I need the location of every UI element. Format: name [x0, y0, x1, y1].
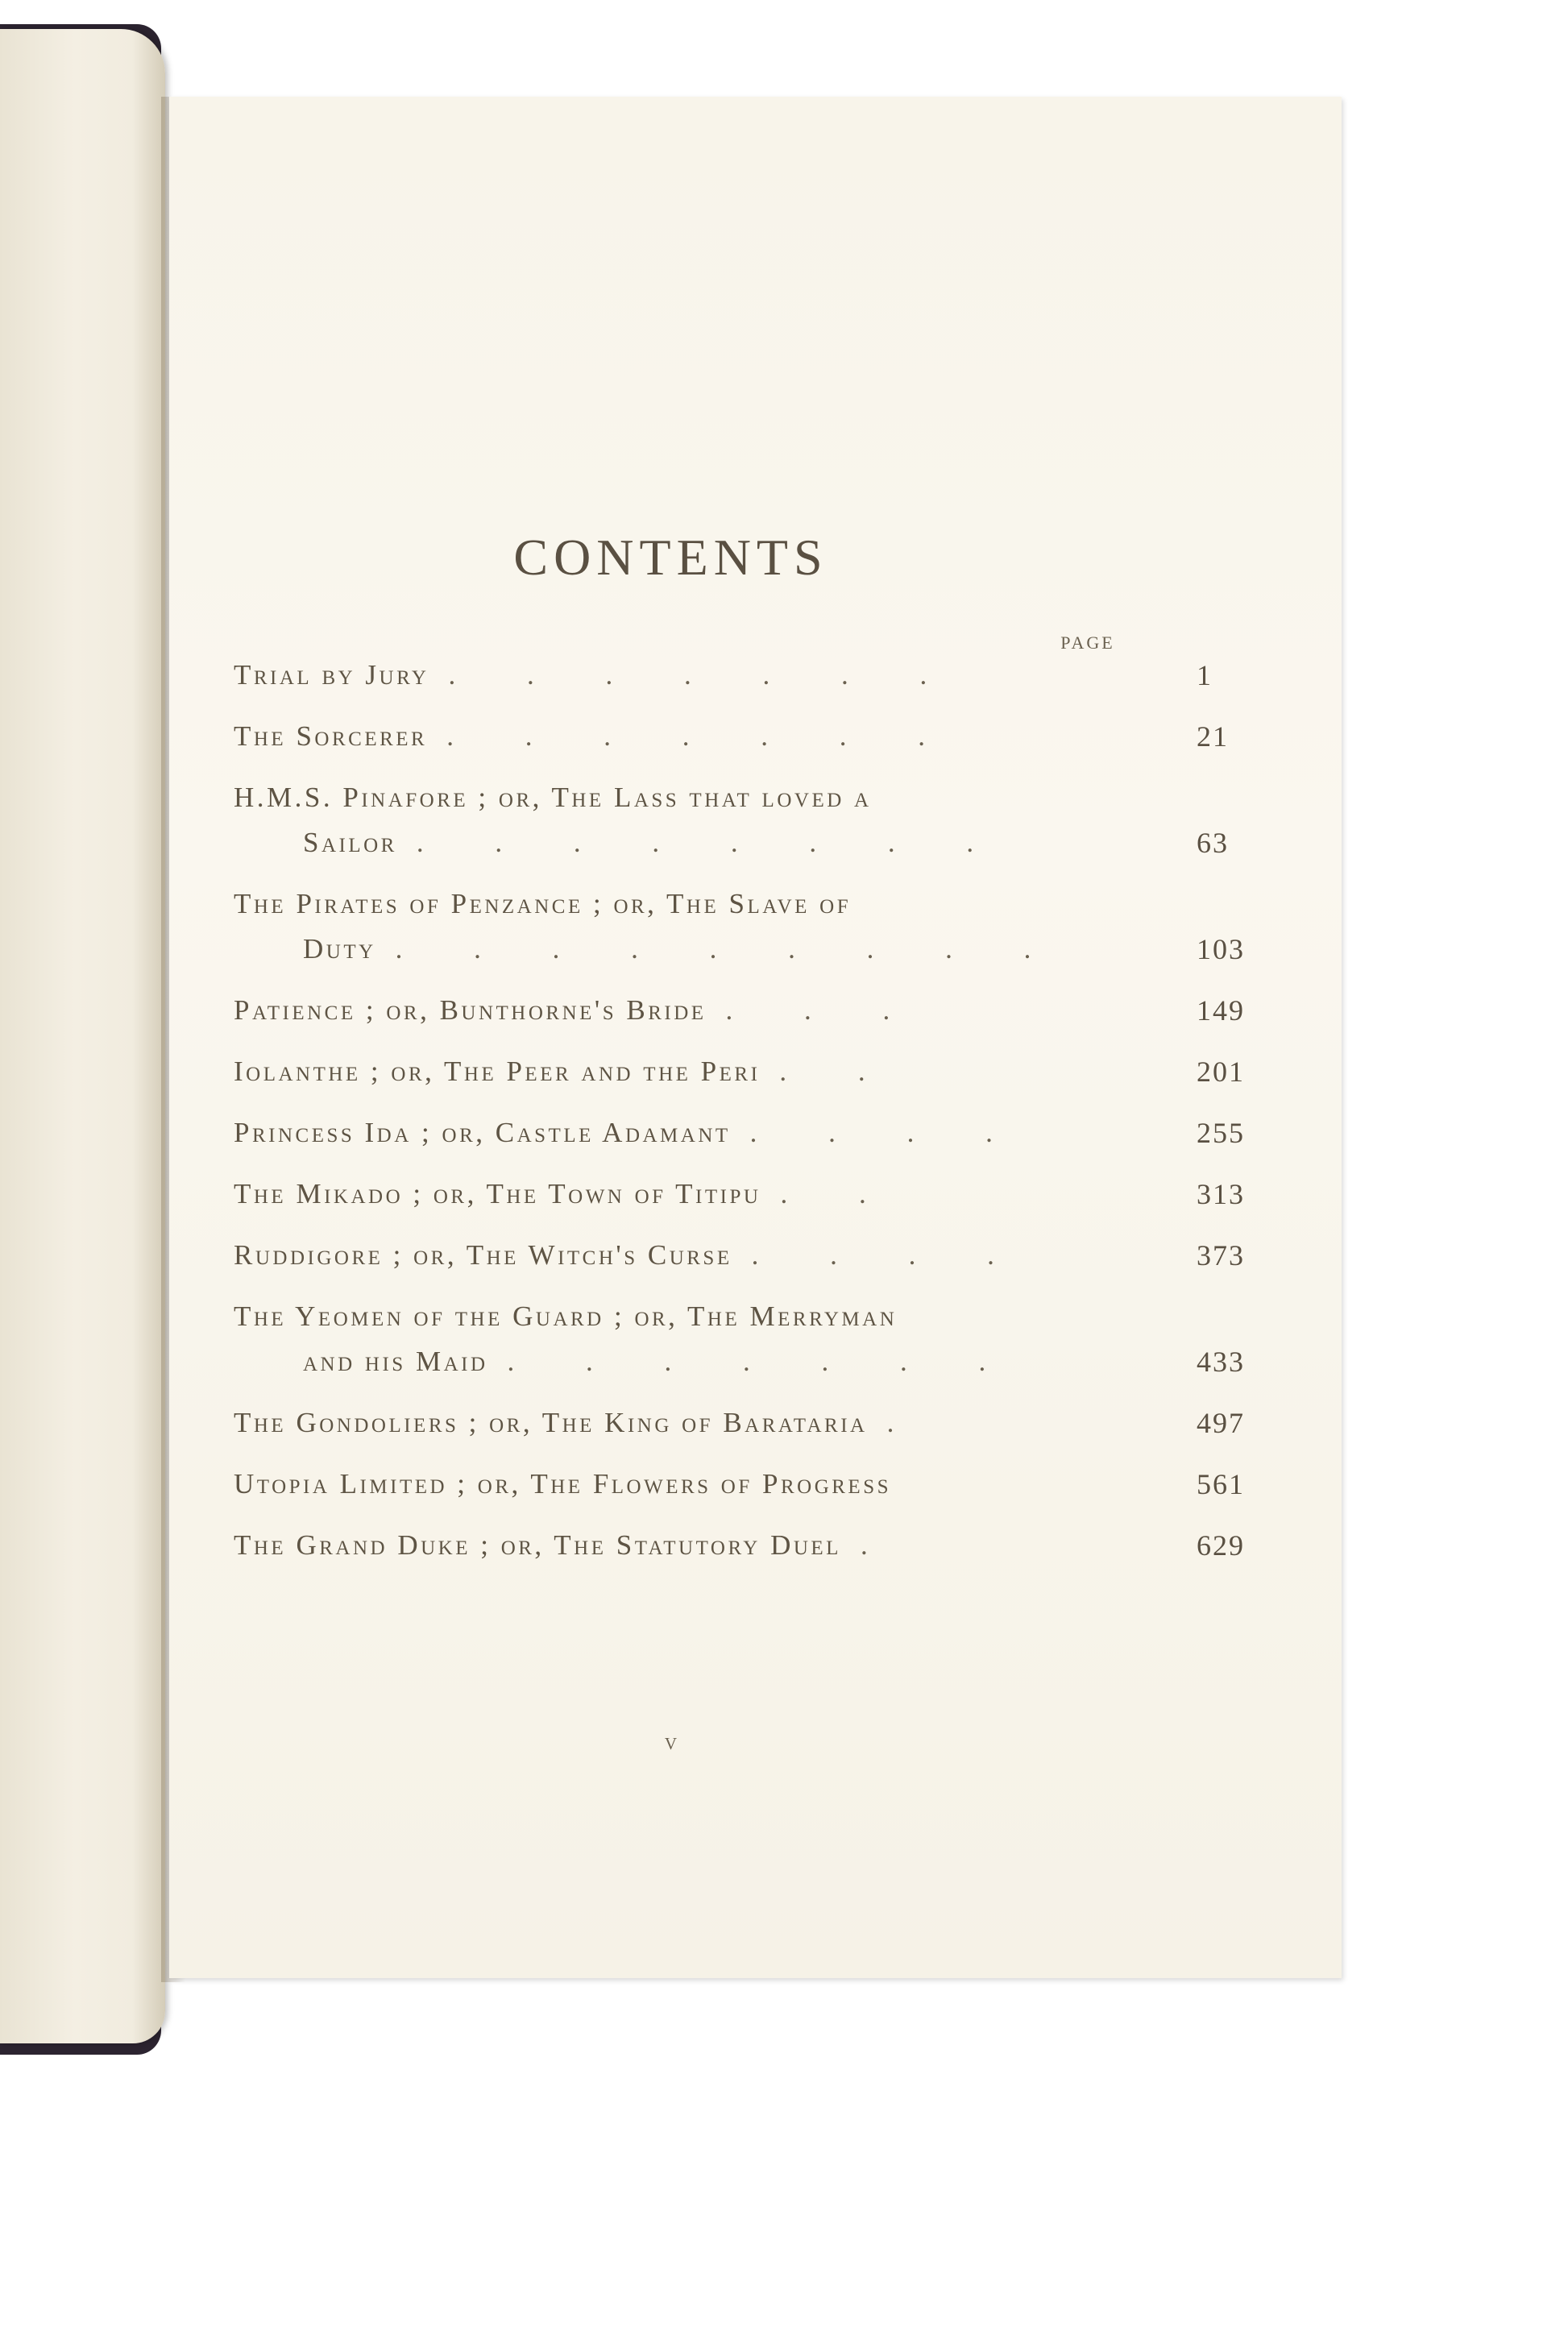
- toc-entry: [234, 1049, 1269, 1094]
- page-title: CONTENTS: [513, 529, 828, 586]
- toc-entry-continuation: Sailor: [303, 827, 397, 858]
- toc-entry-title: The Gondoliers ; or, The King of Barataria: [234, 1407, 868, 1438]
- leader-dots: . . . . . . .: [507, 1346, 1018, 1377]
- toc-entry-page: 103: [1197, 933, 1245, 965]
- leader-dots: . . . .: [751, 1239, 1027, 1271]
- toc-entry-title: The Pirates of Penzance ; or, The Slave of: [234, 888, 852, 919]
- toc-entry: [234, 1462, 1269, 1507]
- leader-dots: . .: [779, 1056, 898, 1087]
- toc-entry: [234, 1233, 1269, 1278]
- toc-entry: [234, 1400, 1269, 1446]
- toc-entry-title: Iolanthe ; or, The Peer and the Peri: [234, 1056, 761, 1087]
- left-page-curl: [0, 29, 165, 2043]
- leader-dots: .: [860, 1529, 900, 1561]
- toc-entry-page: 373: [1197, 1239, 1245, 1271]
- toc-entry-page: 313: [1197, 1178, 1245, 1210]
- toc-entry: [234, 714, 1269, 759]
- toc-entry-title: The Sorcerer: [234, 720, 428, 752]
- toc-entry: [234, 775, 1269, 865]
- toc-entry-page: 497: [1197, 1407, 1245, 1439]
- toc-entry-title: The Mikado ; or, The Town of Titipu: [234, 1178, 761, 1209]
- toc-entry-page: 561: [1197, 1468, 1245, 1500]
- leader-dots: . .: [780, 1178, 898, 1209]
- leader-dots: . . . . . . . .: [416, 827, 1006, 858]
- toc-entry-page: 433: [1197, 1346, 1245, 1378]
- toc-entry: [234, 1172, 1269, 1217]
- toc-entry-page: 149: [1197, 994, 1245, 1027]
- toc-entry: [234, 1294, 1269, 1384]
- toc-entry: [234, 1110, 1269, 1155]
- leader-dots: .: [886, 1407, 927, 1438]
- leader-dots: . . . .: [749, 1117, 1025, 1148]
- toc-entry-page: 255: [1197, 1117, 1245, 1149]
- toc-entry: [234, 881, 1269, 972]
- toc-entry-title: Utopia Limited ; or, The Flowers of Progress: [234, 1468, 892, 1500]
- toc-entry-page: 201: [1197, 1056, 1245, 1088]
- toc-entry-page: 63: [1197, 827, 1229, 859]
- leader-dots: . . . . . . .: [446, 720, 957, 752]
- contents-page: [169, 97, 1342, 1978]
- toc-entry-title: Patience ; or, Bunthorne's Bride: [234, 994, 707, 1026]
- leader-dots: . . .: [725, 994, 923, 1026]
- toc-entry-page: 629: [1197, 1529, 1245, 1562]
- toc-entry-continuation: and his Maid: [303, 1346, 488, 1377]
- page-folio: v: [664, 1728, 678, 1755]
- leader-dots: . . . . . . .: [448, 659, 960, 691]
- toc-entry-title: Princess Ida ; or, Castle Adamant: [234, 1117, 731, 1148]
- page-column-label: PAGE: [1060, 633, 1115, 653]
- leader-dots: . . . . . . . . .: [395, 933, 1064, 964]
- toc-entry-title: Trial by Jury: [234, 659, 429, 691]
- toc-entry: [234, 1523, 1269, 1568]
- toc-entry-continuation: Duty: [303, 933, 376, 964]
- toc-entry-page: 21: [1197, 720, 1229, 753]
- toc-entry: [234, 653, 1269, 698]
- toc-entry-title: The Yeomen of the Guard ; or, The Merryman: [234, 1300, 898, 1332]
- toc-entry: [234, 988, 1269, 1033]
- toc-entry-title: H.M.S. Pinafore ; or, The Lass that loved a: [234, 782, 872, 813]
- toc-entry-title: Ruddigore ; or, The Witch's Curse: [234, 1239, 732, 1271]
- toc-entry-page: 1: [1197, 659, 1213, 691]
- toc-entry-title: The Grand Duke ; or, The Statutory Duel: [234, 1529, 841, 1561]
- table-of-contents: [234, 653, 1269, 1568]
